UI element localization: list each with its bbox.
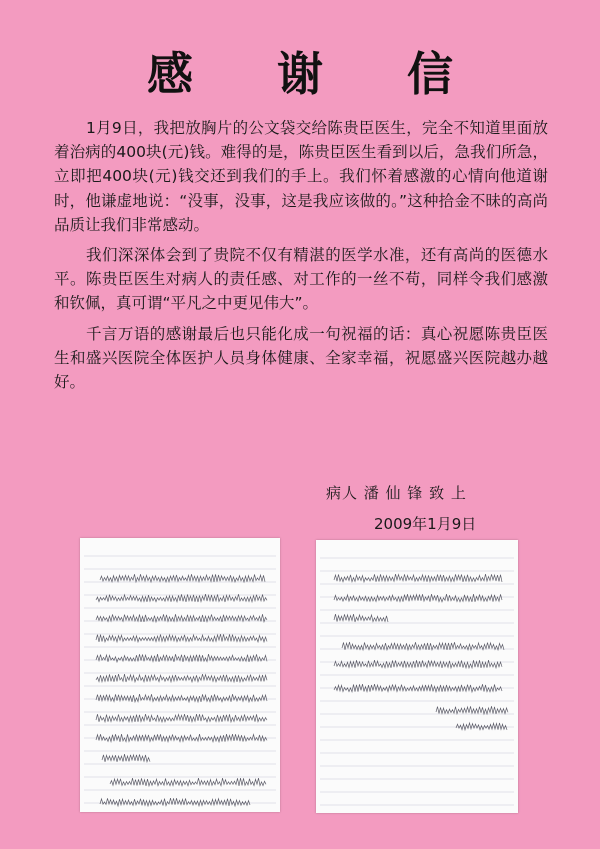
letter-date: 2009年1月9日 bbox=[374, 515, 477, 533]
paragraph-1: 1月9日，我把放胸片的公文袋交给陈贵臣医生，完全不知道里面放着治病的400块(元)钱。难得的是，陈贵臣医生看到以后，急我们所急，立即把400块(元)钱交还到我们的手上。我们怀着感激的心情向他道谢时，他谦虚地说：“没事，没事，这是我应该做的。”这种拾金不昧的高尚品质让我们非常感动。 bbox=[54, 119, 548, 234]
handwritten-scan-right bbox=[316, 540, 518, 813]
paragraph-3: 千言万语的感谢最后也只能化成一句祝福的话：真心祝愿陈贵臣医生和盛兴医院全体医护人员身体健康、全家幸福，祝愿盛兴医院越办越好。 bbox=[54, 324, 548, 392]
signature: 病人 潘 仙 锋 致 上 bbox=[326, 484, 467, 502]
handwriting-scribble-right bbox=[316, 540, 518, 813]
handwriting-scribble-left bbox=[80, 538, 280, 812]
handwritten-scan-left bbox=[80, 538, 280, 812]
letter-body bbox=[54, 116, 548, 400]
letter-title: 感 谢 信 bbox=[146, 47, 488, 101]
paragraph-2: 我们深深体会到了贵院不仅有精湛的医学水准，还有高尚的医德水平。陈贵臣医生对病人的责任感、对工作的一丝不苟，同样令我们感激和钦佩，真可谓“平凡之中更见伟大”。 bbox=[54, 246, 548, 313]
